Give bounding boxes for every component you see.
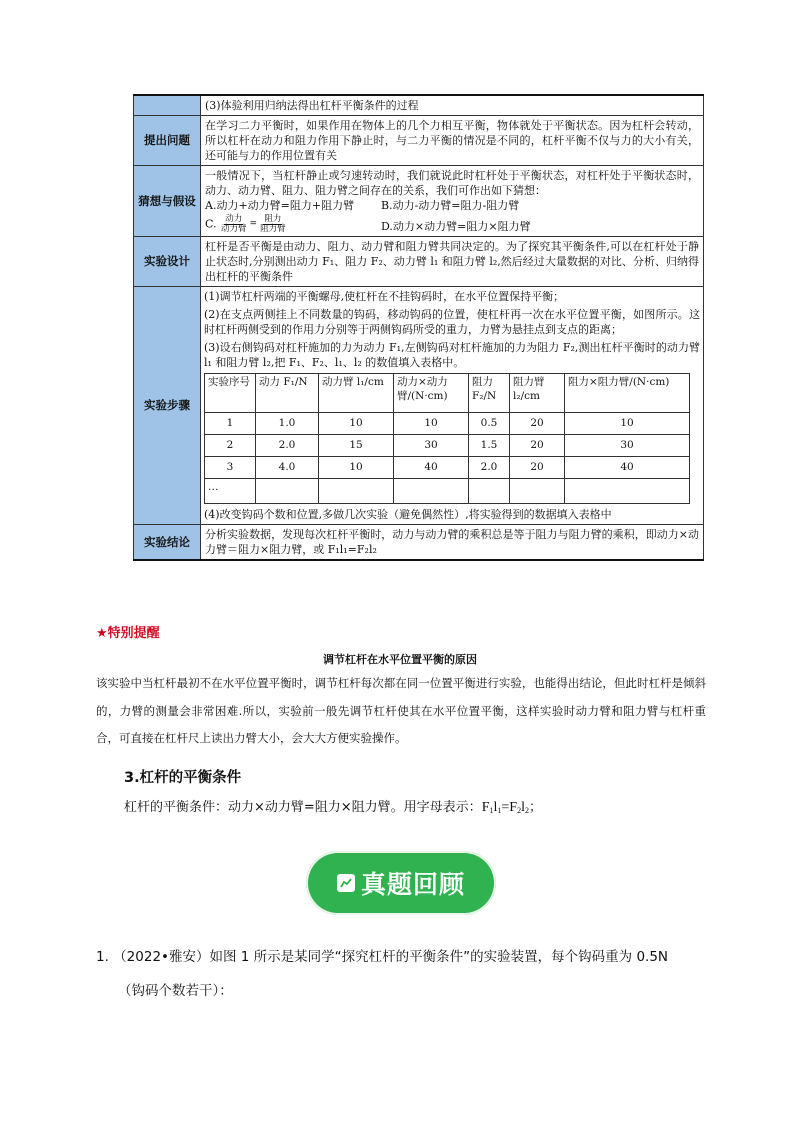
options-cd	[205, 215, 699, 234]
note-body: 该实验中当杠杆最初不在水平位置平衡时，调节杠杆每次都在同一位置平衡进行实验，也能得出结论，但此时杠杆是倾斜的，力臂的测量会非常困难.所以，实验前一般先调节杠杆使其在水平位置平衡，这样实验时动力臂和阻力臂与杠杆重合，可直接在杠杆尺上读出力臂大小，会大大方便实验操作。	[96, 676, 706, 745]
table-cell	[394, 479, 469, 504]
data-table	[204, 373, 690, 504]
table-cell: 10	[319, 457, 394, 479]
trend-chart-icon	[337, 874, 355, 892]
table-cell: 1	[205, 413, 256, 435]
experiment-table	[133, 94, 704, 561]
table-cell: 2.0	[469, 457, 510, 479]
hypothesis-text: 一般情况下，当杠杆静止或匀速转动时，我们就说此时杠杆处于平衡状态，对杠杆处于平衡状态时，动力、动力臂、阻力、阻力臂之间存在的关系，我们可作出如下猜想：	[205, 169, 699, 197]
header-cell: 动力臂 l₁/cm	[319, 374, 394, 413]
table-cell	[565, 479, 690, 504]
design-cell: 杠杆是否平衡是由动力、阻力、动力臂和阻力臂共同决定的。为了探究其平衡条件,可以在杠杆处于静止状态时,分别测出动力 F₁、阻力 F₂、动力臂 l₁ 和阻力臂 l₂,然后经过大量数据的对比、分析、归纳得出杠杆的平衡条件	[201, 237, 704, 287]
question-line-1: 1. （2022•雅安）如图 1 所示是某同学“探究杠杆的平衡条件”的实验装置，每个钩码重为 0.5N	[96, 949, 669, 965]
option-a: A.动力+动力臂=阻力+阻力臂	[205, 199, 355, 212]
table-cell	[319, 479, 394, 504]
option-c: C. $\frac{\text{动力}}{\text{动力臂}}$ = $\frac{\text{阻力}}{\text{阻力臂}}$	[205, 214, 286, 234]
table-cell: 30	[565, 435, 690, 457]
header-cell: 阻力臂 l₂/cm	[510, 374, 565, 413]
label-empty	[134, 95, 201, 116]
review-badge	[306, 851, 496, 915]
header-cell: 阻力×阻力臂/(N·cm)	[565, 374, 690, 413]
table-cell: 40	[565, 457, 690, 479]
table-row	[205, 479, 690, 504]
table-cell: 2.0	[256, 435, 319, 457]
table-row	[134, 166, 704, 237]
table-cell	[510, 479, 565, 504]
section-heading: 3.杠杆的平衡条件	[124, 770, 242, 786]
table-cell: …	[205, 479, 256, 504]
table-cell: 40	[394, 457, 469, 479]
question-cell: 在学习二力平衡时，如果作用在物体上的几个力相互平衡，物体就处于平衡状态。因为杠杆会转动，所以杠杆在动力和阻力作用下静止时，与二力平衡的情况是不同的，杠杆平衡不仅与力的大小有关，还可能与力的作用位置有关	[201, 116, 704, 166]
table-cell: 4.0	[256, 457, 319, 479]
badge-label: 真题回顾	[360, 870, 465, 899]
table-cell: 20	[510, 413, 565, 435]
label-hypothesis: 猜想与假设	[134, 166, 201, 237]
label-conclusion: 实验结论	[134, 525, 201, 561]
table-row	[134, 287, 704, 525]
table-cell: 20	[510, 435, 565, 457]
question-line-2: （钩码个数若干）：	[118, 983, 233, 999]
table-row	[205, 413, 690, 435]
table-cell: 1.0	[256, 413, 319, 435]
special-reminder-title: ★特别提醒	[96, 626, 160, 641]
step-2: (2)在支点两侧挂上不同数量的钩码，移动钩码的位置，使杠杆再一次在水平位置平衡，如图所示。这时杠杆两侧受到的作用力分别等于两侧钩码所受的重力，力臂为悬挂点到支点的距离；	[204, 308, 700, 336]
table-row	[134, 237, 704, 287]
option-b: B.动力-动力臂=阻力-阻力臂	[381, 199, 520, 212]
step-4: (4)改变钩码个数和位置,多做几次实验（避免偶然性）,将实验得到的数据填入表格中	[204, 508, 612, 521]
table-row	[134, 95, 704, 116]
step-1: (1)调节杠杆两端的平衡螺母,使杠杆在不挂钩码时，在水平位置保持平衡；	[204, 290, 565, 303]
table-cell	[256, 479, 319, 504]
table-cell: 10	[565, 413, 690, 435]
table-cell: 30	[394, 435, 469, 457]
option-d: D.动力×动力臂=阻力×阻力臂	[381, 220, 531, 233]
header-cell: 阻力 F₂/N	[469, 374, 510, 413]
table-row	[134, 525, 704, 561]
options-ab	[205, 198, 699, 213]
label-design: 实验设计	[134, 237, 201, 287]
table-cell	[469, 479, 510, 504]
note-heading: 调节杠杆在水平位置平衡的原因	[323, 653, 477, 666]
step-3: (3)设右侧钩码对杠杆施加的力为动力 F₁,左侧钩码对杠杆施加的力为阻力 F₂,测出杠杆平衡时的动力臂 l₁ 和阻力臂 l₂,把 F₁、F₂、l₁、l₂ 的数值填入表格中。	[204, 341, 700, 369]
table-cell: 0.5	[469, 413, 510, 435]
fraction-formula: $\frac{\text{动力}}{\text{动力臂}}$ = $\frac{\text{阻力}}{\text{阻力臂}}$	[221, 214, 286, 234]
section-text: 杠杆的平衡条件：动力×动力臂=阻力×阻力臂。用字母表示：$F_1l_1=F_2l_2$；	[124, 800, 542, 815]
table-cell: 3	[205, 457, 256, 479]
table-cell: 10	[319, 413, 394, 435]
table-cell: 10	[394, 413, 469, 435]
table-cell: 2	[205, 435, 256, 457]
table-header-row	[205, 374, 690, 413]
label-question: 提出问题	[134, 116, 201, 166]
table-row	[205, 457, 690, 479]
intro-cell: (3)体验利用归纳法得出杠杆平衡条件的过程	[201, 95, 704, 116]
table-cell: 1.5	[469, 435, 510, 457]
question-1	[96, 940, 708, 1008]
header-cell: 动力×动力臂/(N·cm)	[394, 374, 469, 413]
conclusion-cell: 分析实验数据，发现每次杠杆平衡时，动力与动力臂的乘积总是等于阻力与阻力臂的乘积，即动力×动力臂＝阻力×阻力臂，或 F₁l₁=F₂l₂	[201, 525, 704, 561]
header-cell: 动力 F₁/N	[256, 374, 319, 413]
table-row	[205, 435, 690, 457]
table-cell: 15	[319, 435, 394, 457]
table-cell: 20	[510, 457, 565, 479]
label-steps: 实验步骤	[134, 287, 201, 525]
header-cell: 实验序号	[205, 374, 256, 413]
table-row	[134, 116, 704, 166]
hypothesis-cell	[201, 166, 704, 237]
steps-cell	[201, 287, 704, 525]
